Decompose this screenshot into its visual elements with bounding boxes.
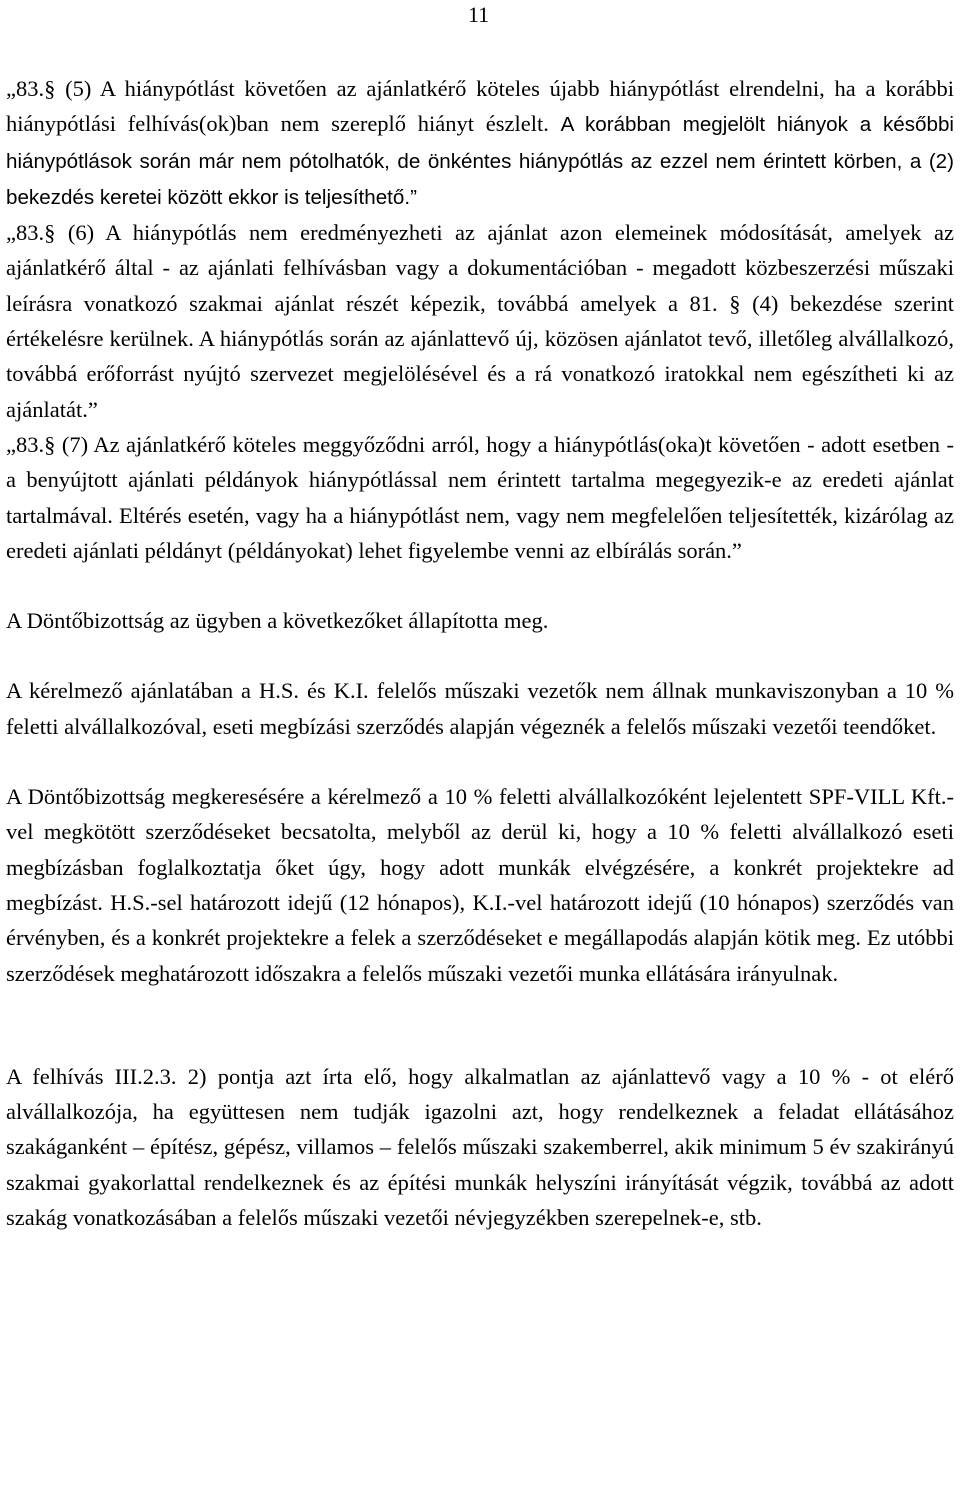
applicant-paragraph: A kérelmező ajánlatában a H.S. és K.I. felelős műszaki vezetők nem állnak munkaviszonyban a 10 % feletti alvállalkozóval, eseti megbízási szerződés alapján végeznék a felelős műszaki vezetői teendőket. [6, 678, 954, 739]
invitation-paragraph: A felhívás III.2.3. 2) pontja azt írta elő, hogy alkalmatlan az ajánlattevő vagy a 10 % - ot elérő alvállalkozója, ha együttesen nem tudják igazolni azt, hogy rendelkeznek a feladat ellátásához szakáganként – építész, gépész, villamos – felelős műszaki szakemberrel, akik minimum 5 év szakirányú szakmai gyakorlattal rendelkeznek és az építési munkák helyszíni irányítását végzik, továbbá az adott szakág vonatkozásában a felelős műszaki vezetői névjegyzékben szerepelnek-e, stb. [6, 1063, 954, 1231]
quote-83-6-serif: „83.§ (6) A hiánypótlás nem eredményezheti az ajánlat azon elemeinek módosítását, amelyek az ajánlatkérő által - az ajánlati felhívásban vagy a dokumentációban - megadott közbeszerzési műszaki leírásra vonatkozó szakmai ajánlat részét képezik, továbbá amelyek a 81. § (4) bekezdése szerint értékelésre kerülnek. [6, 220, 954, 352]
findings-intro: A Döntőbizottság az ügyben a következőket állapította meg. [6, 608, 549, 634]
page-number: 11 [468, 2, 490, 27]
quote-83-5-serif: „83.§ (5) A hiánypótlást követően az ajánlatkérő köteles újabb hiánypótlást elrendelni, ha a korábbi hiánypótlási felhívás(ok)ban nem szereplő hiányt észlelt. [6, 76, 954, 137]
quote-83-6-serif-b: A hiánypótlás során az ajánlattevő új, közösen ajánlatot tevő, illetőleg alvállalkozó, továbbá erőforrást nyújtó szervezet megjelölésével és a rá vonatkozó iratokkal nem egészítheti ki az ajánlatát.” [6, 326, 954, 422]
quote-83-6 [6, 215, 954, 427]
quote-83-5-sans: A korábban megjelölt hiányok a későbbi hiánypótlások során már nem pótolhatók, de önkéntes hiánypótlás az ezzel nem érintett körben, a (2) bekezdés keretei között ekkor is teljesíthető.” [6, 113, 954, 209]
quote-83-7: „83.§ (7) Az ajánlatkérő köteles meggyőződni arról, hogy a hiánypótlás(oka)t követően - adott esetben - a benyújtott ajánlati példányok hiánypótlással nem érintett tartalma megegyezik-e az eredeti ajánlat tartalmával. Eltérés esetén, vagy ha a hiánypótlást nem, vagy nem megfelelően teljesítették, kizárólag az eredeti ajánlati példányt (példányokat) lehet figyelembe venni az elbírálás során.” [6, 431, 954, 563]
quote-83-5 [6, 71, 954, 215]
document-body [6, 71, 954, 1235]
request-paragraph: A Döntőbizottság megkeresésére a kérelmező a 10 % feletti alvállalkozóként lejelentett SPF-VILL Kft.-vel megkötött szerződéseket becsatolta, melyből az derül ki, hogy a 10 % feletti alvállalkozó eseti megbízásban foglalkoztatja őket úgy, hogy adott munkák elvégzésére, a konkrét projektekre ad megbízást. H.S.-sel határozott idejű (12 hónapos), K.I.-vel határozott idejű (10 hónapos) szerződés van érvényben, és a konkrét projektekre a felek a szerződéseket e megállapodás alapján kötik meg. Ez utóbbi szerződések meghatározott időszakra a felelős műszaki vezetői munka ellátására irányulnak. [6, 784, 954, 986]
